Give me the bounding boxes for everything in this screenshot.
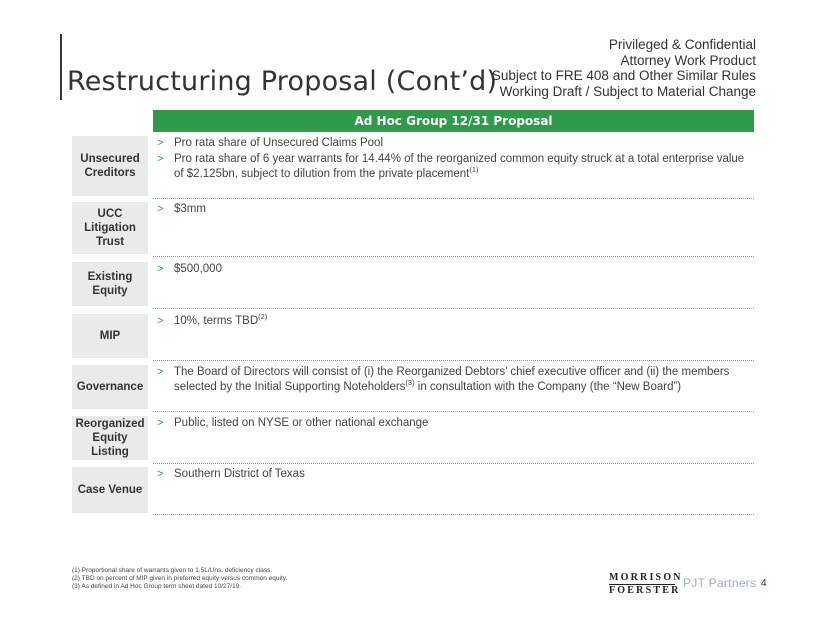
row-label: Existing Equity: [72, 262, 148, 306]
row-label: Governance: [72, 365, 148, 409]
footnote-ref: (1): [469, 165, 479, 175]
row-divider: [153, 514, 754, 515]
chevron-right-icon: >: [157, 366, 164, 378]
footnote: (2) TBD on percent of MIP given in preferred equity versus common equity.: [72, 575, 288, 582]
footnote-ref: (3): [405, 378, 415, 388]
morrison-foerster-logo: MORRISON FOERSTER: [609, 572, 683, 596]
list-item: > Pro rata share of Unsecured Claims Pool: [157, 137, 384, 149]
chevron-right-icon: >: [157, 153, 164, 165]
list-item: > $3mm: [157, 203, 206, 215]
row-content: [153, 136, 754, 183]
title-accent-bar: [60, 34, 62, 100]
list-item: > $500,000: [157, 263, 222, 275]
row-label: Case Venue: [72, 467, 148, 513]
confidentiality-line: Subject to FRE 408 and Other Similar Rules: [491, 68, 756, 83]
confidentiality-line: Working Draft / Subject to Material Change: [499, 83, 756, 99]
footnote: (1) Proportional share of warrants given to 1.5L/Uns. deficiency class.: [72, 567, 273, 574]
chevron-right-icon: >: [157, 417, 164, 429]
chevron-right-icon: >: [157, 203, 164, 215]
confidentiality-line: Privileged & Confidential: [608, 37, 756, 52]
table-row: [72, 314, 754, 358]
list-item: > Southern District of Texas: [157, 468, 305, 480]
list-item: > 10%, terms TBD$^{(2)}$: [157, 312, 268, 327]
row-label: MIP: [72, 314, 148, 358]
row-content: [153, 262, 754, 278]
row-content: [153, 202, 754, 218]
row-divider: [153, 198, 754, 199]
row-content: [153, 365, 754, 396]
confidentiality-notice: [492, 37, 756, 99]
proposal-column-header: Ad Hoc Group 12/31 Proposal: [153, 110, 754, 132]
confidentiality-line: Attorney Work Product: [620, 52, 756, 68]
chevron-right-icon: >: [157, 315, 164, 327]
table-row: [72, 136, 754, 196]
row-content: [153, 314, 754, 330]
row-label: UCC Litigation Trust: [72, 202, 148, 254]
table-row: [72, 365, 754, 409]
row-divider: [153, 256, 754, 257]
table-row: [72, 416, 754, 460]
table-row: [72, 262, 754, 306]
page-title: Restructuring Proposal (Cont’d): [67, 66, 498, 97]
footnote-ref: (2): [258, 312, 268, 322]
footnotes: [72, 567, 287, 591]
chevron-right-icon: >: [157, 263, 164, 275]
row-divider: [153, 463, 754, 464]
list-item: > The Board of Directors will consist of (i) the Reorganized Debtors’ chief executive officer and (ii) the members selected by the Initial Supporting Noteholders$^{(3)}$ in consultation with the Company (the “New Board”): [157, 366, 730, 393]
table-row: [72, 202, 754, 254]
list-item: > Pro rata share of 6 year warrants for 14.44% of the reorganized common equity struck at a total enterprise value of $2.125bn, subject to dilution from the private placement$^{(1)}$: [157, 153, 745, 180]
page-number: 4: [761, 578, 767, 589]
row-content: [153, 416, 754, 432]
table-row: [72, 467, 754, 513]
row-label: Reorganized Equity Listing: [72, 416, 148, 460]
chevron-right-icon: >: [157, 468, 164, 480]
row-divider: [153, 360, 754, 361]
row-divider: [153, 308, 754, 309]
row-content: [153, 467, 754, 483]
pjt-partners-logo: PJT Partners: [683, 576, 757, 590]
list-item: > Public, listed on NYSE or other national exchange: [157, 417, 429, 429]
row-label: Unsecured Creditors: [72, 136, 148, 196]
chevron-right-icon: >: [157, 137, 164, 149]
footnote: (3) As defined in Ad Hoc Group term sheet dated 10/27/19.: [72, 583, 242, 590]
row-divider: [153, 411, 754, 412]
